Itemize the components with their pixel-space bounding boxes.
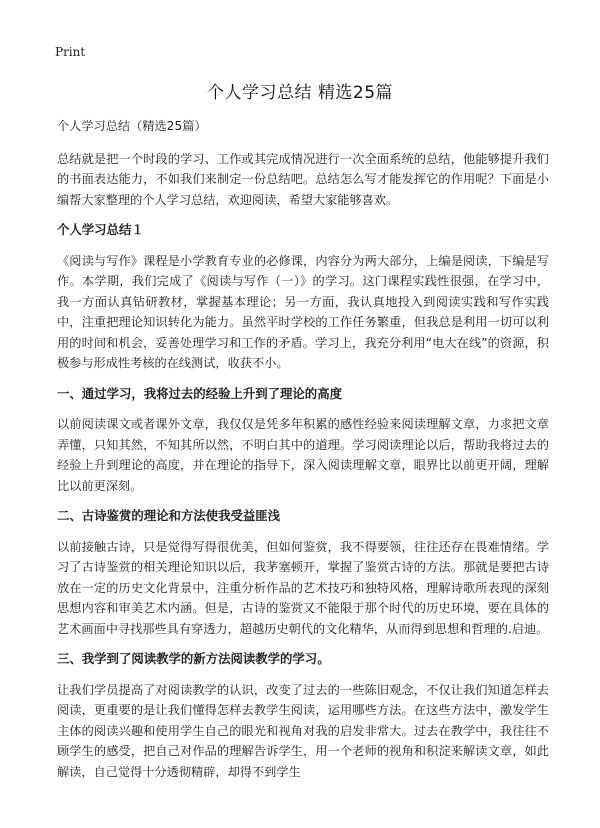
- page-title: 个人学习总结 精选25篇: [206, 83, 394, 103]
- section-heading: 二、古诗鉴赏的理论和方法使我受益匪浅: [57, 508, 281, 523]
- section-paragraph: 以前阅读课文或者课外文章，我仅仅是凭多年积累的感性经验来阅读理解文章，力求把文章弄懂，只知其然，不知其所以然，不明白其中的道理。学习阅读理论以后，帮助我将过去的经验上升到理论的高度，并在理论的指导下，深入阅读理解文章，眼界比以前更开阔，理解比以前更深刻。: [57, 417, 549, 493]
- section-heading: 一、通过学习，我将过去的经验上升到了理论的高度: [57, 385, 342, 401]
- section-paragraph: 《阅读与写作》课程是小学教育专业的必修课，内容分为两大部分，上编是阅读，下编是写作。本学期，我们完成了《阅读与写作（一）》的学习。这门课程实践性很强，在学习中，我一方面认真钻研教材，掌握基本理论；另一方面，我认真地投入到阅读实践和写作实践中，注重把理论知识转化为能力。虽然平时学校的工作任务繁重，但我总是利用一切可以利用的时间和机会，妥善处理学习和工作的矛盾。学习上，我充分利用“电大在线”的资源，积极参与形成性考核的在线测试，收获不小。: [57, 253, 549, 370]
- document-subtitle: 个人学习总结（精选25篇）: [57, 119, 207, 133]
- section-paragraph: 让我们学员提高了对阅读教学的认识，改变了过去的一些陈旧观念，不仅让我们知道怎样去阅读，更重要的是让我们懂得怎样去教学生阅读，运用哪些方法。在这些方法中，激发学生主体的阅读兴趣和使用学生自己的眼光和视角对我的启发非常大。过去在教学中，我往往不顾学生的感受，把自己对作品的理解告诉学生，用一个老师的视角和积淀来解读文章，如此解读，自己觉得十分透彻精辟，却得不到学生: [57, 682, 549, 779]
- print-label[interactable]: Print: [55, 45, 86, 59]
- section-heading: 个人学习总结１: [57, 222, 144, 237]
- document-body: [57, 116, 549, 782]
- section-paragraph: 以前接触古诗，只是觉得写得很优美，但如何鉴赏，我不得要领，往往还存在畏难情绪。学习了古诗鉴赏的相关理论知识以后，我茅塞顿开，掌握了鉴赏古诗的方法。那就是要把古诗放在一定的历史文化背景中，注重分析作品的艺术技巧和独特风格，理解诗歌所表现的深刻思想内容和审美艺术内涵。但是，古诗的鉴赏又不能限于那个时代的历史环境，要在具体的艺术画面中寻找那些具有穿透力，超越历史朝代的文化精华，从而得到思想和哲理的.启迪。: [57, 539, 549, 636]
- section-heading: 三、我学到了阅读教学的新方法阅读教学的学习。: [57, 651, 330, 666]
- intro-paragraph: 总结就是把一个时段的学习、工作或其完成情况进行一次全面系统的总结，他能够提升我们的书面表达能力，不如我们来制定一份总结吧。总结怎么写才能发挥它的作用呢？下面是小编帮大家整理的个人学习总结，欢迎阅读，希望大家能够喜欢。: [57, 151, 549, 207]
